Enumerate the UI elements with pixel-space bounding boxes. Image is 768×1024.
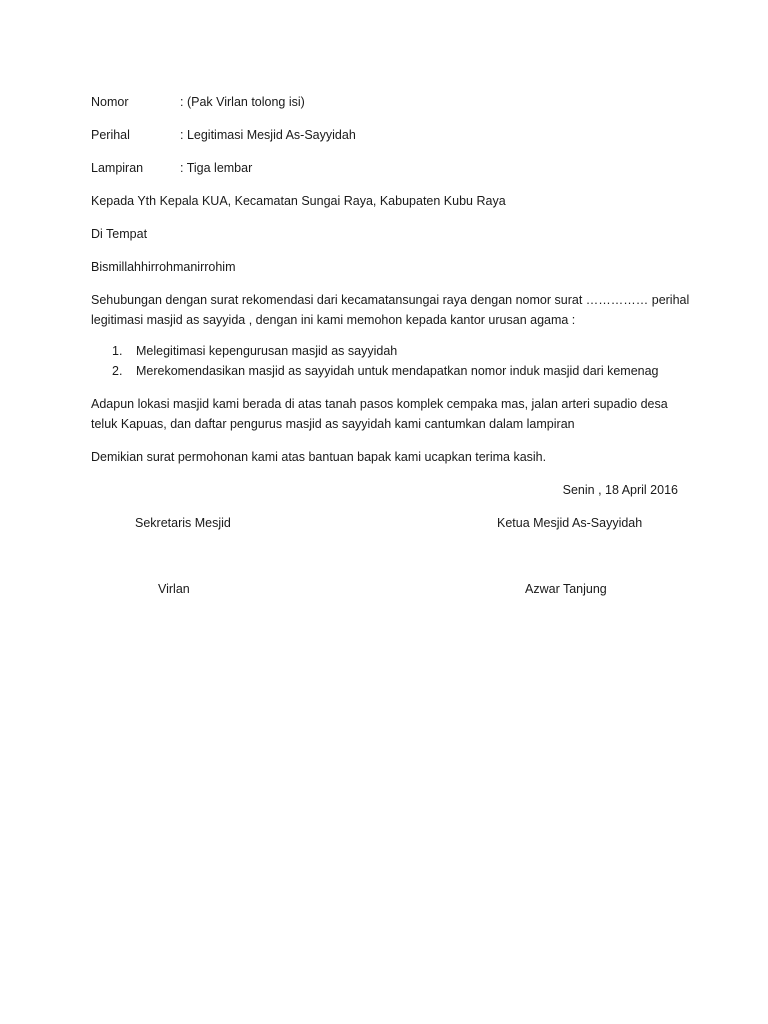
letter-date: Senin , 18 April 2016	[562, 483, 678, 497]
left-signatory-title: Sekretaris Mesjid	[135, 516, 231, 530]
intro-line-2: legitimasi masjid as sayyida , dengan ini kami memohon kepada kantor urusan agama :	[91, 313, 576, 327]
nomor-label: Nomor	[91, 95, 129, 109]
closing-line: Demikian surat permohonan kami atas bantuan bapak kami ucapkan terima kasih.	[91, 450, 547, 464]
list-item	[91, 341, 659, 361]
lampiran-value: : Tiga lembar	[180, 161, 253, 175]
intro-line-1: Sehubungan dengan surat rekomendasi dari kecamatansungai raya dengan nomor surat …………… perihal	[91, 293, 690, 307]
location-line-2: teluk Kapuas, dan daftar pengurus masjid as sayyidah kami cantumkan dalam lampiran	[91, 417, 575, 431]
right-signatory-title: Ketua Mesjid As-Sayyidah	[497, 516, 643, 530]
list-item-number: 2.	[112, 364, 123, 378]
lampiran-label: Lampiran	[91, 161, 144, 175]
di-tempat-line: Di Tempat	[91, 227, 148, 241]
lampiran-row	[91, 158, 252, 178]
location-paragraph	[91, 394, 691, 434]
recipient-line: Kepada Yth Kepala KUA, Kecamatan Sungai Raya, Kabupaten Kubu Raya	[91, 194, 506, 208]
list-item	[91, 361, 659, 381]
intro-paragraph	[91, 290, 691, 330]
location-line-1: Adapun lokasi masjid kami berada di atas tanah pasos komplek cempaka mas, jalan arteri supadio desa	[91, 397, 668, 411]
right-signatory-name: Azwar Tanjung	[525, 582, 607, 596]
perihal-value: : Legitimasi Mesjid As-Sayyidah	[180, 128, 356, 142]
left-signatory-name: Virlan	[158, 582, 190, 596]
nomor-value: : (Pak Virlan tolong isi)	[180, 95, 305, 109]
perihal-row	[91, 125, 356, 145]
opening-greeting: Bismillahhirrohmanirrohim	[91, 260, 236, 274]
nomor-row	[91, 92, 305, 112]
list-item-number: 1.	[112, 344, 123, 358]
perihal-label: Perihal	[91, 128, 130, 142]
list-item-text: Melegitimasi kepengurusan masjid as sayyidah	[136, 344, 398, 358]
request-list	[91, 341, 659, 381]
list-item-text: Merekomendasikan masjid as sayyidah untuk mendapatkan nomor induk masjid dari kemenag	[136, 364, 659, 378]
